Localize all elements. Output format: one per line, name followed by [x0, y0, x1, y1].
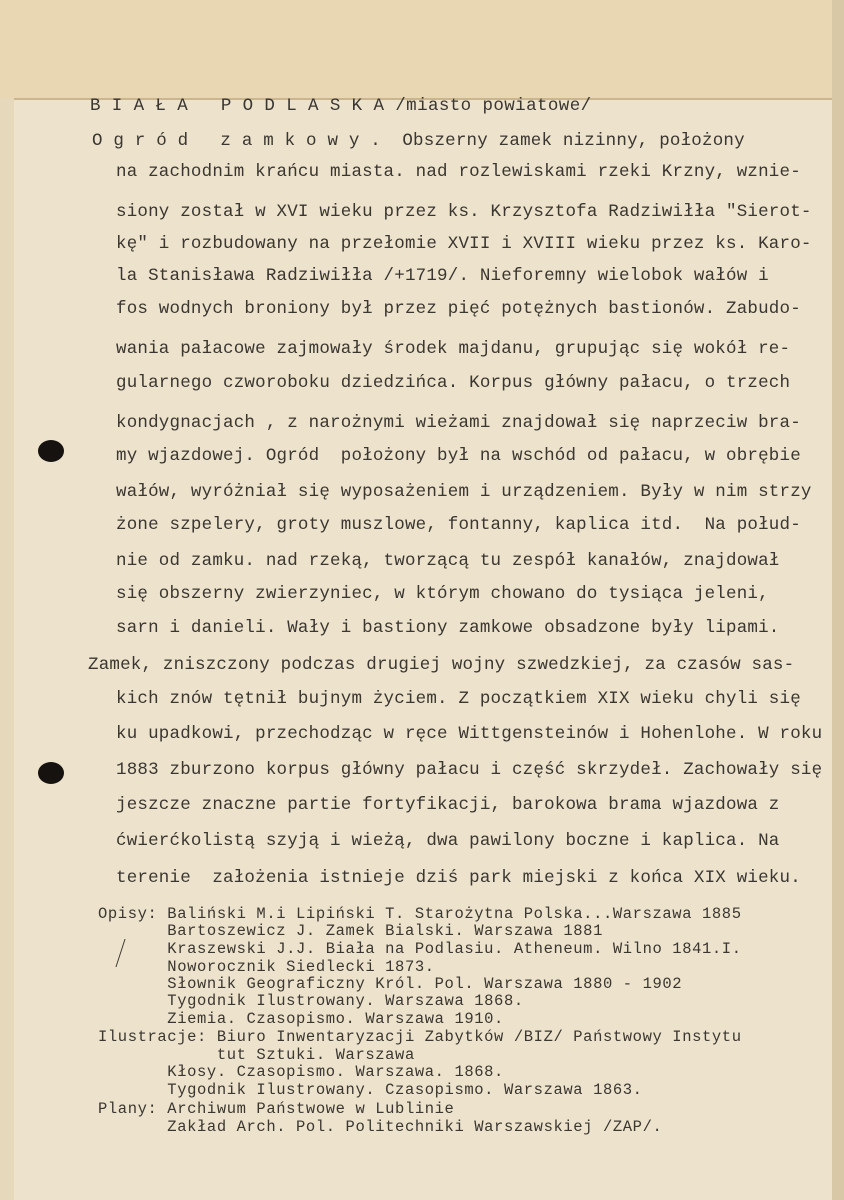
sources-line: tut Sztuki. Warszawa [98, 1046, 415, 1064]
body-line: się obszerny zwierzyniec, w którym chowano do tysiąca jeleni, [116, 584, 769, 604]
body-line: ku upadkowi, przechodząc w ręce Wittgensteinów i Hohenlohe. W roku [116, 724, 823, 744]
body-line: Zamek, zniszczony podczas drugiej wojny szwedzkiej, za czasów sas- [88, 655, 795, 675]
body-line: gularnego czworoboku dziedzińca. Korpus główny pałacu, o trzech [116, 373, 791, 393]
document-title [90, 95, 592, 117]
sources-line: Tygodnik Ilustrowany. Czasopismo. Warszawa 1863. [98, 1081, 643, 1099]
body-line: kich znów tętnił bujnym życiem. Z początkiem XIX wieku chyli się [116, 689, 801, 709]
body-line: fos wodnych broniony był przez pięć potężnych bastionów. Zabudo- [116, 299, 801, 319]
body-line: nie od zamku. nad rzeką, tworzącą tu zespół kanałów, znajdował [116, 551, 780, 571]
body-line: kondygnacjach , z narożnymi wieżami znajdował się naprzeciw bra- [116, 413, 801, 433]
body-line: wania pałacowe zajmowały środek majdanu, grupując się wokół re- [116, 339, 791, 359]
previous-page-edge [0, 0, 835, 100]
sources-line: Noworocznik Siedlecki 1873. [98, 958, 435, 976]
sources-line: Ilustracje: Biuro Inwentaryzacji Zabytków /BIZ/ Państwowy Instytu [98, 1028, 742, 1046]
sources-line: Kraszewski J.J. Biała na Podlasiu. Atheneum. Wilno 1841.I. [98, 940, 742, 958]
body-line: O g r ó d z a m k o w y . Obszerny zamek nizinny, położony [92, 131, 745, 151]
page-left-edge [0, 98, 14, 1200]
page-right-edge [832, 0, 844, 1200]
body-line: wałów, wyróżniał się wyposażeniem i urządzeniem. Były w nim strzy [116, 482, 812, 502]
sources-line: Bartoszewicz J. Zamek Bialski. Warszawa 1881 [98, 922, 603, 940]
body-line: żone szpelery, groty muszlowe, fontanny, kaplica itd. Na połud- [116, 515, 801, 535]
punch-hole [38, 762, 64, 784]
sources-line: Zakład Arch. Pol. Politechniki Warszawskiej /ZAP/. [98, 1118, 663, 1136]
sources-line: Tygodnik Ilustrowany. Warszawa 1868. [98, 992, 524, 1010]
sources-line: Słownik Geograficzny Król. Pol. Warszawa 1880 - 1902 [98, 975, 683, 993]
body-line: na zachodnim krańcu miasta. nad rozlewiskami rzeki Krzny, wznie- [116, 162, 801, 182]
body-line: ćwierćkolistą szyją i wieżą, dwa pawilony boczne i kaplica. Na [116, 831, 780, 851]
body-line: terenie założenia istnieje dziś park miejski z końca XIX wieku. [116, 868, 801, 888]
body-line: my wjazdowej. Ogród położony był na wschód od pałacu, w obrębie [116, 446, 801, 466]
body-line: siony został w XVI wieku przez ks. Krzysztofa Radziwiłła "Sierot- [116, 202, 812, 222]
city-name: B I A Ł A P O D L A S K A [90, 96, 385, 116]
body-line: jeszcze znaczne partie fortyfikacji, barokowa brama wjazdowa z [116, 795, 780, 815]
sources-line: Kłosy. Czasopismo. Warszawa. 1868. [98, 1063, 504, 1081]
punch-hole [38, 440, 64, 462]
sources-line: Ziemia. Czasopismo. Warszawa 1910. [98, 1010, 504, 1028]
body-line: kę" i rozbudowany na przełomie XVII i XVIII wieku przez ks. Karo- [116, 234, 812, 254]
body-line: 1883 zburzono korpus główny pałacu i część skrzydeł. Zachowały się [116, 760, 823, 780]
sources-line: Opisy: Baliński M.i Lipiński T. Starożytna Polska...Warszawa 1885 [98, 905, 742, 923]
city-status: /miasto powiatowe/ [395, 96, 592, 116]
body-line: sarn i danieli. Wały i bastiony zamkowe obsadzone były lipami. [116, 618, 780, 638]
sources-line: Plany: Archiwum Państwowe w Lublinie [98, 1100, 455, 1118]
body-line: la Stanisława Radziwiłła /+1719/. Nieforemny wielobok wałów i [116, 266, 769, 286]
